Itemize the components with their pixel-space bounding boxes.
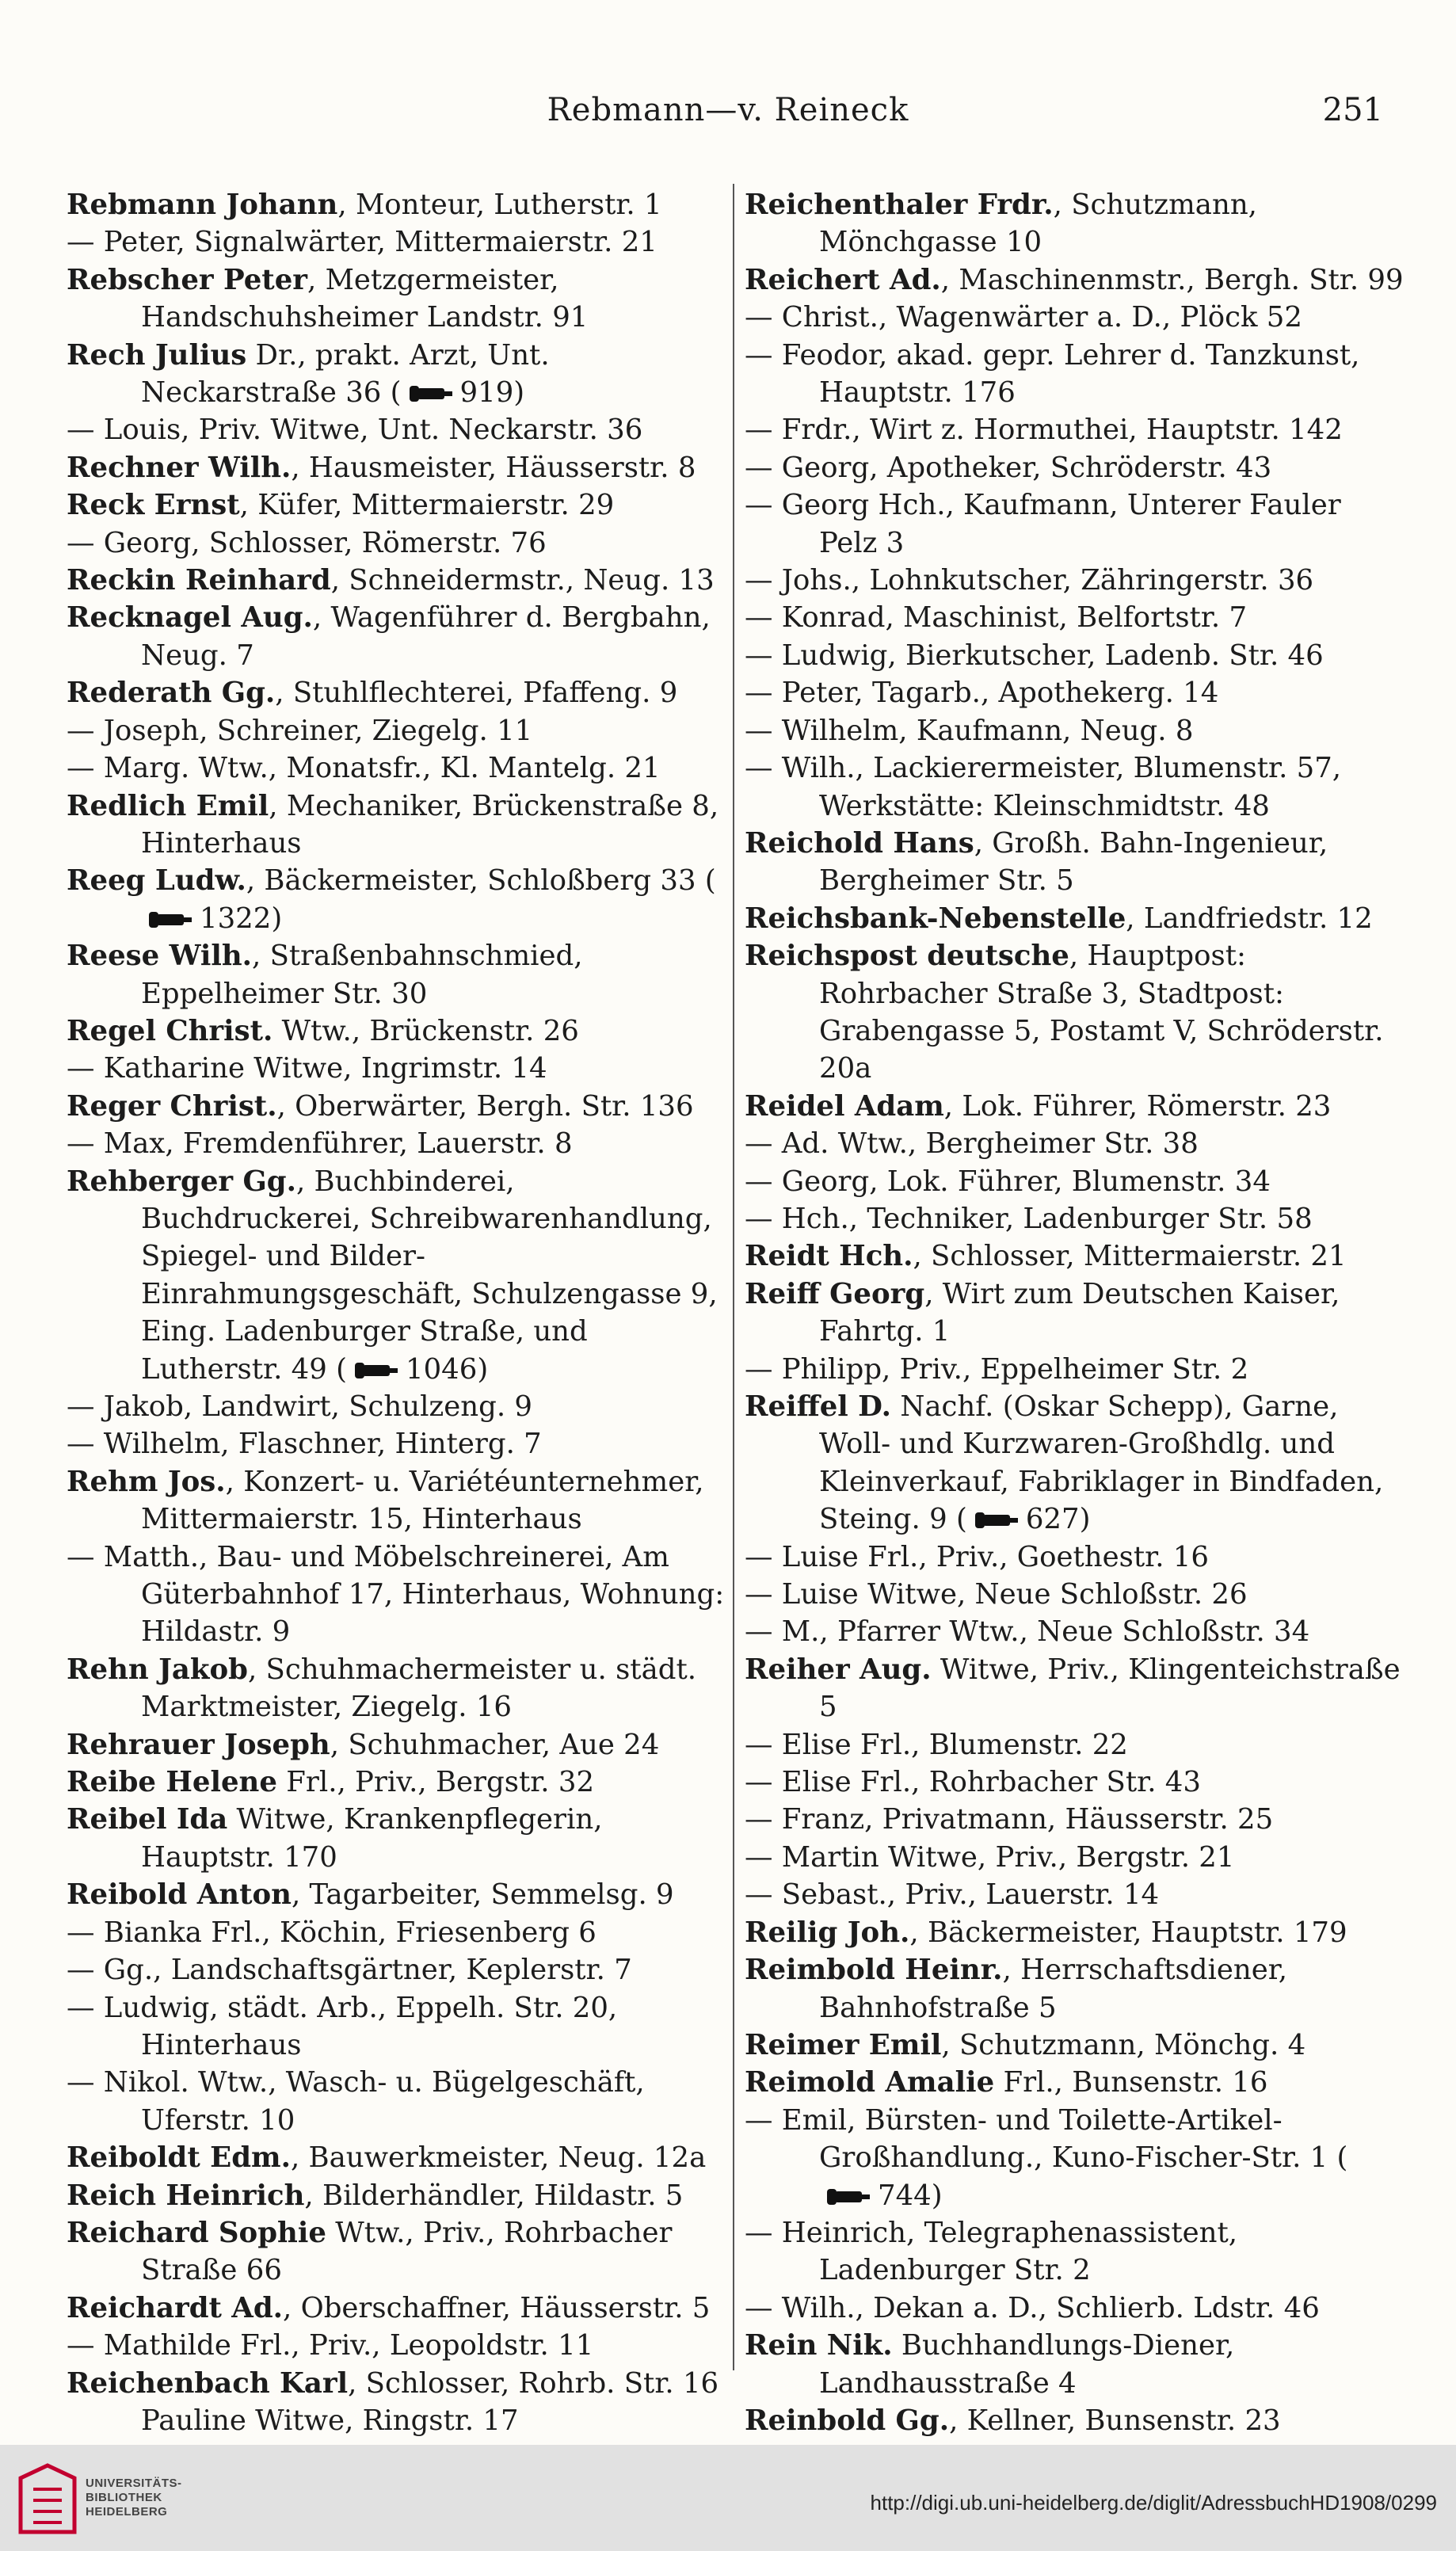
entry-name: Reckin Reinhard — [67, 564, 331, 597]
directory-entry — [745, 449, 1406, 486]
telephone-icon — [825, 2187, 871, 2206]
left-column — [67, 186, 732, 2477]
directory-entry — [745, 1088, 1406, 1125]
telephone-icon — [974, 1511, 1020, 1530]
entry-text: Wtw., Brückenstr. 26 — [273, 1014, 579, 1047]
entry-text: , Wagenführer d. Bergbahn, Neug. 7 — [141, 601, 711, 672]
entry-text: , Bäckermeister, Schloßberg 33 ( — [246, 864, 716, 898]
entry-name: Reibe Helene — [67, 1766, 277, 1799]
entry-text: — Ad. Wtw., Bergheimer Str. 38 — [745, 1127, 1199, 1161]
directory-entry — [745, 599, 1406, 636]
directory-entry — [67, 1726, 732, 1764]
directory-entry — [67, 712, 732, 749]
directory-entry — [67, 599, 732, 674]
directory-entry — [745, 1576, 1406, 1613]
directory-entry — [67, 1539, 732, 1651]
entry-name: Recknagel Aug. — [67, 601, 313, 635]
entry-name: Regel Christ. — [67, 1014, 273, 1047]
entry-name: Rehn Jakob — [67, 1653, 248, 1686]
directory-entry — [745, 1125, 1406, 1162]
entry-text: , Straßenbahnschmied, Eppelheimer Str. 30 — [141, 940, 583, 1010]
entry-text: — Philipp, Priv., Eppelheimer Str. 2 — [745, 1352, 1249, 1386]
directory-entry — [67, 2365, 732, 2402]
directory-entry — [745, 2027, 1406, 2064]
directory-entry — [745, 2327, 1406, 2402]
entry-text-after: ) — [513, 376, 525, 410]
directory-entry — [745, 2214, 1406, 2290]
directory-entry — [67, 486, 732, 524]
directory-entry — [745, 411, 1406, 448]
entry-text: — Luise Witwe, Neue Schloßstr. 26 — [745, 1578, 1248, 1611]
directory-entry — [745, 2064, 1406, 2101]
directory-entry — [67, 1088, 732, 1125]
directory-entry — [67, 186, 732, 223]
directory-entry — [745, 900, 1406, 937]
directory-entry — [745, 1163, 1406, 1200]
entry-text: , Lok. Führer, Römerstr. 23 — [943, 1089, 1332, 1123]
entry-text: — Frdr., Wirt z. Hormuthei, Hauptstr. 142 — [745, 414, 1343, 447]
telephone-number: 744 — [878, 2179, 932, 2212]
directory-entry — [67, 2177, 732, 2214]
entry-text: Witwe, Priv., Klingenteichstraße 5 — [819, 1653, 1401, 1724]
directory-entry — [745, 637, 1406, 674]
entry-name: Reidel Adam — [745, 1089, 944, 1123]
directory-entry — [67, 937, 732, 1012]
directory-entry — [67, 1125, 732, 1162]
directory-entry — [745, 1539, 1406, 1576]
entry-text: — Jakob, Landwirt, Schulzeng. 9 — [67, 1390, 532, 1423]
directory-entry — [67, 674, 732, 711]
entry-text: — Georg Hch., Kaufmann, Unterer Fauler Pelz 3 — [745, 489, 1341, 559]
entry-text: — Martin Witwe, Priv., Bergstr. 21 — [745, 1840, 1235, 1874]
directory-entry — [67, 2327, 732, 2364]
telephone-number: 1322 — [200, 902, 272, 935]
directory-entry — [745, 486, 1406, 562]
directory-entry — [67, 2064, 732, 2139]
entry-name: Reiff Georg — [745, 1277, 925, 1310]
entry-text: , Küfer, Mittermaierstr. 29 — [239, 489, 615, 522]
telephone-icon — [353, 1361, 399, 1380]
entry-text: — Ludwig, städt. Arb., Eppelh. Str. 20, Hinterhaus — [67, 1991, 618, 2061]
entry-name: Reichert Ad. — [745, 263, 941, 296]
directory-entry — [745, 1613, 1406, 1650]
entry-text: , Bäckermeister, Hauptstr. 179 — [909, 1916, 1347, 1949]
directory-entry — [67, 1651, 732, 1726]
entry-text: — Georg, Lok. Führer, Blumenstr. 34 — [745, 1165, 1271, 1198]
directory-entry — [67, 1876, 732, 1913]
entry-text: , Metzgermeister, Handschuhsheimer Landstr. 91 — [141, 263, 589, 334]
directory-entry — [67, 2139, 732, 2176]
entry-text: — Georg, Schlosser, Römerstr. 76 — [67, 526, 547, 559]
entry-text: — Wilhelm, Flaschner, Hinterg. 7 — [67, 1428, 542, 1461]
directory-entry — [67, 1425, 732, 1462]
entry-text: , Schlosser, Mittermaierstr. 21 — [913, 1240, 1347, 1273]
entry-name: Reilig Joh. — [745, 1916, 910, 1949]
directory-entry — [745, 749, 1406, 825]
entry-name: Rechner Wilh. — [67, 451, 292, 484]
entry-text: — Wilhelm, Kaufmann, Neug. 8 — [745, 714, 1194, 747]
entry-text: , Schutzmann, Mönchgasse 10 — [819, 189, 1257, 259]
entry-text: — Louis, Priv. Witwe, Unt. Neckarstr. 36 — [67, 414, 643, 447]
entry-text: , Stuhlflechterei, Pfaffeng. 9 — [275, 677, 678, 710]
entry-text-after: ) — [1079, 1503, 1091, 1536]
entry-text: — Elise Frl., Blumenstr. 22 — [745, 1728, 1128, 1761]
directory-entry — [67, 524, 732, 562]
entry-text: , Schuhmachermeister u. städt. Marktmeister, Ziegelg. 16 — [141, 1653, 697, 1724]
directory-entry — [67, 411, 732, 448]
directory-entry — [67, 1914, 732, 1951]
entry-text: , Landfriedstr. 12 — [1126, 902, 1373, 935]
directory-entry — [745, 1351, 1406, 1388]
directory-entry — [67, 1951, 732, 1989]
entry-text: — Matth., Bau- und Möbelschreinerei, Am Güterbahnhof 17, Hinterhaus, Wohnung: Hildastr. 9 — [67, 1540, 725, 1649]
entry-text: , Hauptpost: Rohrbacher Straße 3, Stadtpost: Grabengasse 5, Postamt V, Schröderstr. 20a — [819, 940, 1384, 1085]
directory-entry — [745, 1876, 1406, 1913]
entry-text: , Schuhmacher, Aue 24 — [330, 1728, 660, 1761]
entry-name: Reichold Hans — [745, 826, 974, 860]
telephone-icon — [147, 910, 193, 929]
entry-text: , Kellner, Bunsenstr. 23 — [949, 2404, 1281, 2437]
directory-entry — [745, 1801, 1406, 1838]
page-number: 251 — [1322, 92, 1383, 128]
directory-entry — [745, 1388, 1406, 1539]
entry-text-after: ) — [271, 902, 283, 935]
entry-name: Reichsbank-Nebenstelle — [745, 902, 1126, 935]
directory-entry — [745, 562, 1406, 599]
entry-name: Reck Ernst — [67, 489, 240, 522]
entry-name: Rebmann Johann — [67, 189, 338, 221]
entry-text: — Georg, Apotheker, Schröderstr. 43 — [745, 451, 1272, 484]
telephone-number: 1046 — [405, 1352, 478, 1386]
entry-text: , Mechaniker, Brückenstraße 8, Hinterhaus — [141, 789, 719, 860]
column-divider — [733, 184, 734, 2370]
entry-text: Wtw., Priv., Rohrbacher Straße 66 — [141, 2216, 673, 2287]
entry-text: — Konrad, Maschinist, Belfortstr. 7 — [745, 601, 1248, 635]
directory-entry — [745, 825, 1406, 900]
entry-text: — Wilh., Lackierermeister, Blumenstr. 57, Werkstätte: Kleinschmidtstr. 48 — [745, 752, 1342, 822]
entry-name: Rehm Jos. — [67, 1465, 226, 1498]
directory-entry — [67, 1801, 732, 1876]
telephone-number: 627 — [1025, 1503, 1080, 1536]
entry-text: , Herrschaftsdiener, Bahnhofstraße 5 — [819, 1954, 1288, 2024]
page-header — [0, 87, 1456, 143]
entry-text: — Johs., Lohnkutscher, Zähringerstr. 36 — [745, 564, 1314, 597]
entry-name: Reichspost deutsche — [745, 940, 1069, 973]
entry-name: Reiboldt Edm. — [67, 2141, 291, 2175]
entry-name: Reese Wilh. — [67, 940, 252, 973]
source-url-link[interactable]: http://digi.ub.uni-heidelberg.de/diglit/AdressbuchHD1908/0299 — [870, 2491, 1437, 2515]
entry-text: , Oberwärter, Bergh. Str. 136 — [276, 1089, 694, 1123]
directory-entry — [745, 1726, 1406, 1764]
entry-text: — Peter, Tagarb., Apothekerg. 14 — [745, 677, 1219, 710]
entry-text: , Oberschaffner, Häusserstr. 5 — [283, 2291, 711, 2324]
directory-entry — [745, 337, 1406, 412]
directory-entry — [745, 1276, 1406, 1351]
entry-text: , Bauwerkmeister, Neug. 12a — [290, 2141, 707, 2175]
directory-entry — [745, 1951, 1406, 2027]
entry-name: Rein Nik. — [745, 2329, 893, 2362]
library-name-line-3: HEIDELBERG — [86, 2505, 168, 2519]
entry-text: — Marg. Wtw., Monatsfr., Kl. Mantelg. 21 — [67, 752, 661, 785]
entry-text: — Christ., Wagenwärter a. D., Plöck 52 — [745, 301, 1302, 334]
entry-name: Reinbold Gg. — [745, 2404, 950, 2437]
entry-name: Rech Julius — [67, 338, 247, 372]
entry-text: — Luise Frl., Priv., Goethestr. 16 — [745, 1540, 1209, 1573]
directory-entry — [67, 787, 732, 863]
entry-text: , Buchbinderei, Buchdruckerei, Schreibwarenhandlung, Spiegel- und Bilder-Einrahmungsgeschäft, Schulzengasse 9, Eing. Ladenburger Straße, und Lutherstr. 49 ( — [141, 1165, 718, 1386]
entry-name: Reger Christ. — [67, 1089, 277, 1123]
directory-entry — [745, 712, 1406, 749]
directory-entry — [67, 2290, 732, 2327]
entry-text: — Gg., Landschaftsgärtner, Keplerstr. 7 — [67, 1954, 632, 1987]
entry-name: Reichenthaler Frdr. — [745, 189, 1054, 221]
right-column — [745, 186, 1406, 2477]
directory-entry — [67, 449, 732, 486]
directory-entry — [745, 1914, 1406, 1951]
entry-text: , Tagarbeiter, Semmelsg. 9 — [291, 1878, 674, 1912]
entry-text: — Bianka Frl., Köchin, Friesenberg 6 — [67, 1916, 597, 1949]
entry-name: Reimbold Heinr. — [745, 1954, 1003, 1987]
entry-text-after: ) — [477, 1352, 489, 1386]
entry-name: Reimold Amalie — [745, 2066, 995, 2099]
entry-text: — Peter, Signalwärter, Mittermaierstr. 21 — [67, 226, 657, 259]
entry-text: Witwe, Krankenpflegerin, Hauptstr. 170 — [141, 1803, 603, 1874]
entry-text: Frl., Bunsenstr. 16 — [994, 2066, 1268, 2099]
entry-text: Frl., Priv., Bergstr. 32 — [276, 1766, 595, 1799]
entry-text: Dr., prakt. Arzt, Unt. Neckarstraße 36 ( — [141, 338, 550, 410]
directory-entry — [67, 862, 732, 937]
entry-text: — Franz, Privatmann, Häusserstr. 25 — [745, 1803, 1274, 1836]
entry-text: Buchhandlungs-Diener, Landhausstraße 4 — [819, 2329, 1235, 2400]
entry-name: Reibel Ida — [67, 1803, 228, 1836]
entry-text: — Sebast., Priv., Lauerstr. 14 — [745, 1878, 1160, 1912]
directory-entry — [67, 1764, 732, 1801]
entry-text: — Joseph, Schreiner, Ziegelg. 11 — [67, 714, 533, 747]
directory-entry — [745, 1200, 1406, 1237]
directory-entry — [67, 223, 732, 261]
directory-entry — [67, 1163, 732, 1388]
directory-entry — [67, 1050, 732, 1087]
entry-text: , Schlosser, Rohrb. Str. 16 — [348, 2366, 719, 2400]
entry-text: Pauline Witwe, Ringstr. 17 — [141, 2404, 519, 2437]
entry-text: — Katharine Witwe, Ingrimstr. 14 — [67, 1052, 547, 1085]
entry-name: Reimer Emil — [745, 2028, 942, 2061]
entry-name: Reichard Sophie — [67, 2216, 326, 2249]
entry-text: — Elise Frl., Rohrbacher Str. 43 — [745, 1766, 1201, 1799]
library-name — [86, 2477, 182, 2519]
entry-name: Reich Heinrich — [67, 2179, 305, 2212]
directory-entry — [745, 1764, 1406, 1801]
entry-name: Redlich Emil — [67, 789, 269, 822]
entry-text: — M., Pfarrer Wtw., Neue Schloßstr. 34 — [745, 1615, 1310, 1649]
directory-entry — [67, 1012, 732, 1050]
footer-bar — [0, 2445, 1456, 2551]
entry-text: — Feodor, akad. gepr. Lehrer d. Tanzkunst, Hauptstr. 176 — [745, 338, 1360, 410]
entry-text: , Hausmeister, Häusserstr. 8 — [291, 451, 696, 484]
entry-name: Rehrauer Joseph — [67, 1728, 330, 1761]
directory-entry — [67, 261, 732, 337]
directory-entry — [745, 1651, 1406, 1726]
entry-text: — Hch., Techniker, Ladenburger Str. 58 — [745, 1202, 1313, 1235]
entry-name: Reeg Ludw. — [67, 864, 246, 898]
entry-name: Reiffel D. — [745, 1390, 892, 1423]
entry-name: Reibold Anton — [67, 1878, 292, 1912]
entry-text: — Heinrich, Telegraphenassistent, Ladenburger Str. 2 — [745, 2216, 1238, 2287]
entry-text: — Emil, Bürsten- und Toilette-Artikel-Großhandlung., Kuno-Fischer-Str. 1 ( — [745, 2103, 1348, 2175]
directory-entry — [745, 2102, 1406, 2214]
entry-text: Nachf. (Oskar Schepp), Garne, Woll- und Kurzwaren-Großhdlg. und Kleinverkauf, Fabriklager in Bindfaden, Steing. 9 ( — [819, 1390, 1384, 1536]
entry-text: , Maschinenmstr., Bergh. Str. 99 — [940, 263, 1404, 296]
university-library-logo-icon — [16, 2462, 79, 2535]
library-name-line-1: UNIVERSITÄTS- — [86, 2477, 182, 2490]
directory-entry — [745, 299, 1406, 336]
directory-entry — [67, 1463, 732, 1539]
library-name-line-2: BIBLIOTHEK — [86, 2491, 162, 2504]
entry-text: — Mathilde Frl., Priv., Leopoldstr. 11 — [67, 2329, 594, 2362]
entry-name: Reichenbach Karl — [67, 2366, 349, 2400]
directory-entry — [67, 1388, 732, 1425]
entry-text: , Wirt zum Deutschen Kaiser, Fahrtg. 1 — [819, 1277, 1340, 1348]
entry-name: Rederath Gg. — [67, 677, 276, 710]
directory-entry — [745, 674, 1406, 711]
running-head: Rebmann—v. Reineck — [547, 92, 909, 128]
directory-entry — [67, 2214, 732, 2290]
directory-entry — [67, 337, 732, 412]
entry-text: , Bilderhändler, Hildastr. 5 — [304, 2179, 684, 2212]
entry-text: — Nikol. Wtw., Wasch- u. Bügelgeschäft, Uferstr. 10 — [67, 2066, 645, 2137]
directory-entry — [745, 937, 1406, 1088]
entry-text: , Schneidermstr., Neug. 13 — [330, 564, 715, 597]
directory-entry — [745, 186, 1406, 261]
directory-entry — [745, 261, 1406, 299]
directory-entry — [67, 562, 732, 599]
directory-entry — [745, 1839, 1406, 1876]
entry-name: Reidt Hch. — [745, 1240, 913, 1273]
directory-entry — [67, 1989, 732, 2065]
telephone-number: 919 — [459, 376, 514, 410]
entry-name: Rebscher Peter — [67, 263, 307, 296]
entry-text: , Großh. Bahn-Ingenieur, Bergheimer Str. 5 — [819, 826, 1328, 898]
entry-text: — Max, Fremdenführer, Lauerstr. 8 — [67, 1127, 573, 1161]
directory-entry — [67, 2402, 732, 2439]
entry-name: Reiher Aug. — [745, 1653, 932, 1686]
entry-name: Reichardt Ad. — [67, 2291, 284, 2324]
entry-text: — Wilh., Dekan a. D., Schlierb. Ldstr. 46 — [745, 2291, 1320, 2324]
entry-text: , Monteur, Lutherstr. 1 — [337, 189, 662, 221]
entry-text: — Ludwig, Bierkutscher, Ladenb. Str. 46 — [745, 639, 1324, 672]
directory-entry — [745, 1237, 1406, 1275]
entry-text-after: ) — [931, 2179, 943, 2212]
entry-text: , Konzert- u. Variétéunternehmer, Mittermaierstr. 15, Hinterhaus — [141, 1465, 704, 1536]
directory-entry — [67, 749, 732, 787]
directory-entry — [745, 2290, 1406, 2327]
entry-text: , Schutzmann, Mönchg. 4 — [941, 2028, 1306, 2061]
entry-name: Rehberger Gg. — [67, 1165, 296, 1198]
directory-entry — [745, 2402, 1406, 2439]
telephone-icon — [408, 384, 454, 403]
